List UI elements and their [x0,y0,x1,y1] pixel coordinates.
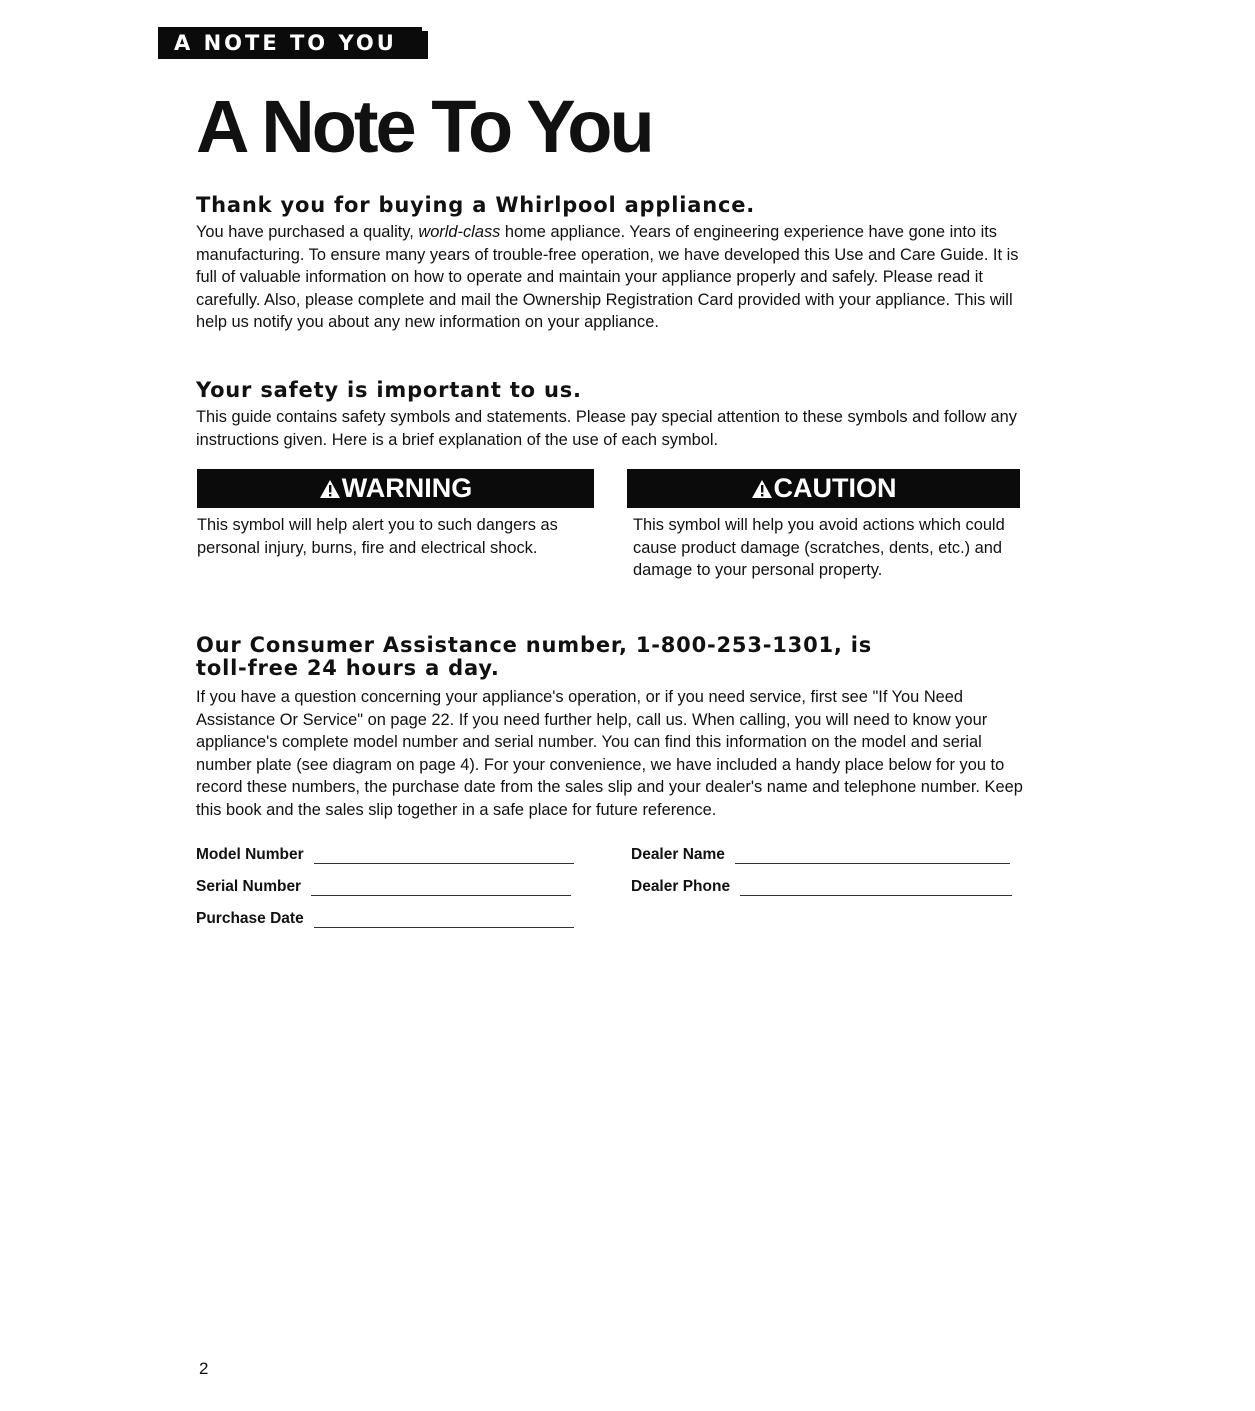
tab-banner-nib [422,31,428,59]
model-number-field[interactable] [196,846,574,864]
dealer-phone-line[interactable] [740,879,1012,896]
safety-paragraph: This guide contains safety symbols and statements. Please pay special attention to these symbols and follow any instructions given. Here is a brief explanation of the use of each symbol. [196,408,1017,449]
page-title: A Note To You [196,85,652,168]
caution-description: This symbol will help you avoid actions which could cause product damage (scratches, dents, etc.) and damage to your personal property. [633,516,1005,579]
thank-you-text-start: You have purchased a quality, [196,223,419,241]
dealer-phone-field[interactable] [631,878,1012,896]
warning-signal-bar [197,469,594,508]
serial-number-label: Serial Number [196,878,302,895]
world-class-emphasis: world-class [418,223,501,241]
serial-number-field[interactable] [196,878,571,896]
section-tab-label: A NOTE TO YOU [174,31,397,55]
caution-signal-bar [627,469,1020,508]
assistance-heading-line1: Our Consumer Assistance number, 1-800-253-1301, is [196,633,873,657]
purchase-date-field[interactable] [196,910,574,928]
model-number-label: Model Number [196,846,304,863]
dealer-name-line[interactable] [735,847,1010,864]
assistance-paragraph: If you have a question concerning your appliance's operation, or if you need service, first see "If You Need Assistance Or Service" on page 22. If you need further help, call us. When calling, you will need to know your appliance's complete model number and serial number. You can find this information on the model and serial number plate (see diagram on page 4). For your convenience, we have included a handy place below for you to record these numbers, the purchase date from the sales slip and your dealer's name and telephone number. Keep this book and the sales slip together in a safe place for future reference. [196,688,1023,819]
page-number: 2 [199,1359,209,1378]
thank-you-text-end: home appliance. Years of engineering experience have gone into its manufacturing. To ensure many years of trouble-free operation, we have developed this Use and Care Guide. It is full of valuable information on how to operate and maintain your appliance properly and safely. Please read it carefully. Also, please complete and mail the Ownership Registration Card provided with your appliance. This will help us notify you about any new information on your appliance. [196,223,1019,331]
thank-you-paragraph [196,221,1031,334]
serial-number-line[interactable] [311,879,571,896]
assistance-heading-line2: toll-free 24 hours a day. [196,656,500,680]
caution-triangle-icon [751,479,773,499]
dealer-name-field[interactable] [631,846,1010,864]
warning-triangle-icon [319,479,341,499]
purchase-date-label: Purchase Date [196,910,304,927]
safety-heading: Your safety is important to us. [196,378,582,402]
thank-you-heading: Thank you for buying a Whirlpool appliance. [196,193,756,217]
caution-label: CAUTION [773,473,897,503]
dealer-name-label: Dealer Name [631,846,725,863]
warning-label: WARNING [341,473,473,503]
warning-description: This symbol will help alert you to such dangers as personal injury, burns, fire and electrical shock. [197,516,558,557]
purchase-date-line[interactable] [314,911,574,928]
model-number-line[interactable] [314,847,574,864]
section-tab-banner [158,27,422,59]
dealer-phone-label: Dealer Phone [631,878,731,895]
